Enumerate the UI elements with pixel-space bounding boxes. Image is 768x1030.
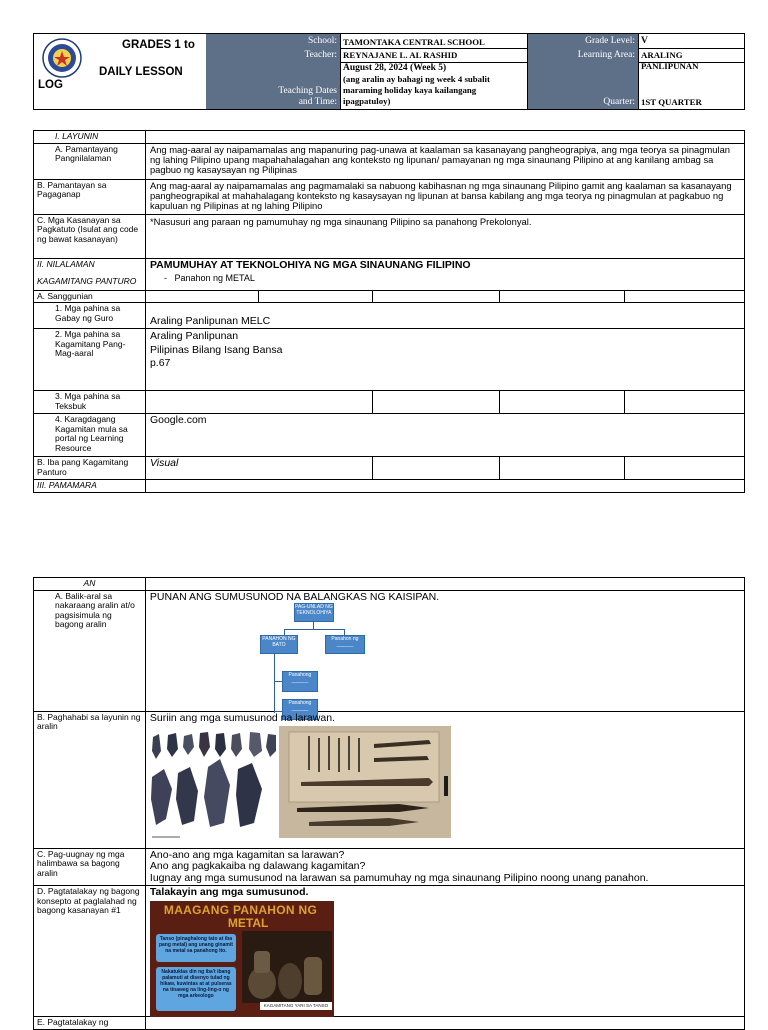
area-value: ARALING PANLIPUNAN (641, 50, 699, 71)
ref-2-label: 2. Mga pahina sa Kagamitang Pang-Mag-aaral (55, 329, 126, 358)
poster-title-2: METAL (227, 916, 269, 930)
row2-b-label: B. Paghahabi sa layunin ng aralin (37, 711, 141, 731)
ref-2-text-3: p.67 (149, 357, 171, 369)
area-label: Learning Area: (528, 50, 638, 61)
lesson-table-2 (33, 577, 745, 1030)
poster-title-1: MAAGANG PANAHON NG (163, 903, 318, 917)
stone-tools-image (150, 729, 278, 842)
row2-c-text-3: Iugnay ang mga sumusunod na larawan sa pamumuhay ng mga sinaunang Pilipino noong unang panahon. (149, 871, 649, 884)
ref-2-text-1: Araling Panlipunan (149, 330, 239, 342)
layunin-heading: I. LAYUNIN (55, 131, 99, 141)
kagamitan-heading: KAGAMITANG PANTURO (37, 276, 137, 286)
bronze-artifacts-image (242, 931, 332, 1003)
ref-4-text: Google.com (149, 414, 207, 426)
row-c-label: C. Mga Kasanayan sa Pagkatuto (Isulat ang code ng bawat kasanayan) (37, 214, 139, 244)
ref-1-label: 1. Mga pahina sa Gabay ng Guro (55, 303, 121, 323)
grade-label: Grade Level: (528, 36, 638, 47)
nilalaman-title: PAMUMUHAY AT TEKNOLOHIYA NG MGA SINAUNANG FILIPINO (149, 258, 471, 271)
school-label: School: (206, 36, 340, 47)
poster-caption: KAGAMITANG YARI SA TANSO (260, 1002, 332, 1010)
row2-d-text: Talakayin ang mga sumusunod. (149, 886, 309, 898)
metal-tools-image (279, 726, 451, 838)
teacher-value: REYNAJANE L. AL RASHID (343, 50, 458, 60)
nilalaman-heading: II. NILALAMAN (37, 258, 95, 269)
pamamaraan-heading: III. PAMAMARA (37, 480, 97, 490)
row-b-text: Ang mag-aaral ay naipamamalas ang pagmamalaki sa nabuong kabihasnan ng mga sinaunang Pilipino gamit ang kaalaman sa kasanayang pangheograpikal at mahahalagang konteksto ng kasaysayan ng lipunan at bansa kabilang ang mga teorya ng pinagmulan at pagkabuo ng kapuluan ng Pilipinas at ng lahing Pilipino (149, 179, 732, 212)
dates-label-2: and Time: (206, 97, 340, 108)
row2-c-label: C. Pag-uugnay ng mga halimbawa sa bagong aralin (37, 848, 125, 878)
an-heading: AN (83, 578, 96, 588)
early-metal-age-poster (150, 901, 334, 1017)
poster-box-2: Nakatuklas din ng iba't ibang palamuti at disenyo tulad ng hikaw, kuwintas at at pulseras na tinaweg na ling-ling-o ng mga arkeologo (156, 967, 236, 1011)
poster-box-1: Tanso (pinaghalong tato at iba pang metal) ang unang ginamit na metal sa panahong ito. (156, 934, 236, 962)
sanggunian-label: A. Sanggunian (37, 290, 93, 301)
flow-bottom-box-2: Panahong ______ (282, 699, 318, 720)
flow-right-box: Panahon ng ______ (325, 635, 365, 654)
school-value: TAMONTAKA CENTRAL SCHOOL (343, 37, 485, 47)
dates-value-1: August 28, 2024 (Week 5) (343, 63, 447, 73)
row2-a-label: A. Balik-aral sa nakaraang aralin at/o pagsisimula ng bagong aralin (55, 590, 135, 629)
row2-c-text-1: Ano-ano ang mga kagamitan sa larawan? (149, 848, 345, 861)
deped-seal-icon (42, 38, 82, 78)
row-a-label: A. Pamantayang Pangnilalaman (55, 143, 118, 163)
title-line-1: GRADES 1 to (122, 39, 195, 51)
dates-value-2: (ang aralin ay bahagi ng week 4 subalit (343, 74, 490, 84)
quarter-label: Quarter: (528, 97, 638, 108)
ref-4-label: 4. Karagdagang Kagamitan mula sa portal ng Learning Resource (55, 414, 128, 453)
row2-a-text: PUNAN ANG SUMUSUNOD NA BALANGKAS NG KAISIPAN. (149, 590, 440, 603)
dates-label-1: Teaching Dates (206, 86, 340, 97)
grade-value: V (641, 36, 648, 46)
ref-1-text: Araling Panlipunan MELC (149, 315, 271, 327)
dates-value-3: maraming holiday kaya kailangang (343, 85, 477, 95)
row-a-text: Ang mag-aaral ay naipamamalas ang mapanuring pag-unawa at kaalaman sa kasanayang pangheograpiya, ang mga teorya sa pinagmulan ng lahing Pilipino upang mapahahalagahan ang konteksto ng lipunan/ pamayanan ng mga sinaunang Pilipino at ang kanilang ambag sa pagbuo ng kasaysayan ng Pilipinas (149, 143, 731, 176)
dates-value-4: ipagpatuloy) (343, 96, 391, 106)
row-b-label: B. Pamantayan sa Pagaganap (37, 179, 107, 199)
row2-c-text-2: Ano ang pagkakaiba ng dalawang kagamitan? (149, 860, 366, 872)
ref-b-label: B. Iba pang Kagamitang Panturo (37, 457, 129, 477)
flow-left-box: PANAHON NG BATO (260, 635, 298, 654)
row2-d-label: D. Pagtatalakay ng bagong konsepto at paglalahad ng bagong kasanayan #1 (37, 886, 140, 915)
quarter-value: 1ST QUARTER (641, 97, 702, 107)
title-line-2: DAILY LESSON (99, 66, 183, 78)
row2-e-label: E. Pagtatalakay ng (37, 1017, 109, 1027)
header-table (33, 33, 745, 110)
title-line-3: LOG (38, 79, 63, 91)
ref-2-text-2: Pilipinas Bilang Isang Bansa (149, 343, 283, 356)
bullet-dash-icon: - (163, 272, 175, 283)
ref-3-label: 3. Mga pahina sa Teksbuk (55, 391, 121, 411)
flow-top-box: PAG-UNLAD NG TEKNOLOHIYA (294, 603, 334, 622)
lesson-table-1 (33, 130, 745, 493)
row2-b-text: Suriin ang mga sumusunod na larawan. (149, 711, 335, 724)
concept-map (262, 603, 392, 712)
nilalaman-sub: - Panahon ng METAL (163, 272, 255, 283)
flow-bottom-box-1: Panahong ______ (282, 671, 318, 692)
row-c-text: *Nasusuri ang paraan ng pamumuhay ng mga sinaunang Pilipino sa panahong Prekolonyal. (149, 215, 532, 227)
teacher-label: Teacher: (206, 50, 340, 61)
logo-cell (34, 34, 207, 109)
ref-b-text: Visual (149, 457, 179, 469)
